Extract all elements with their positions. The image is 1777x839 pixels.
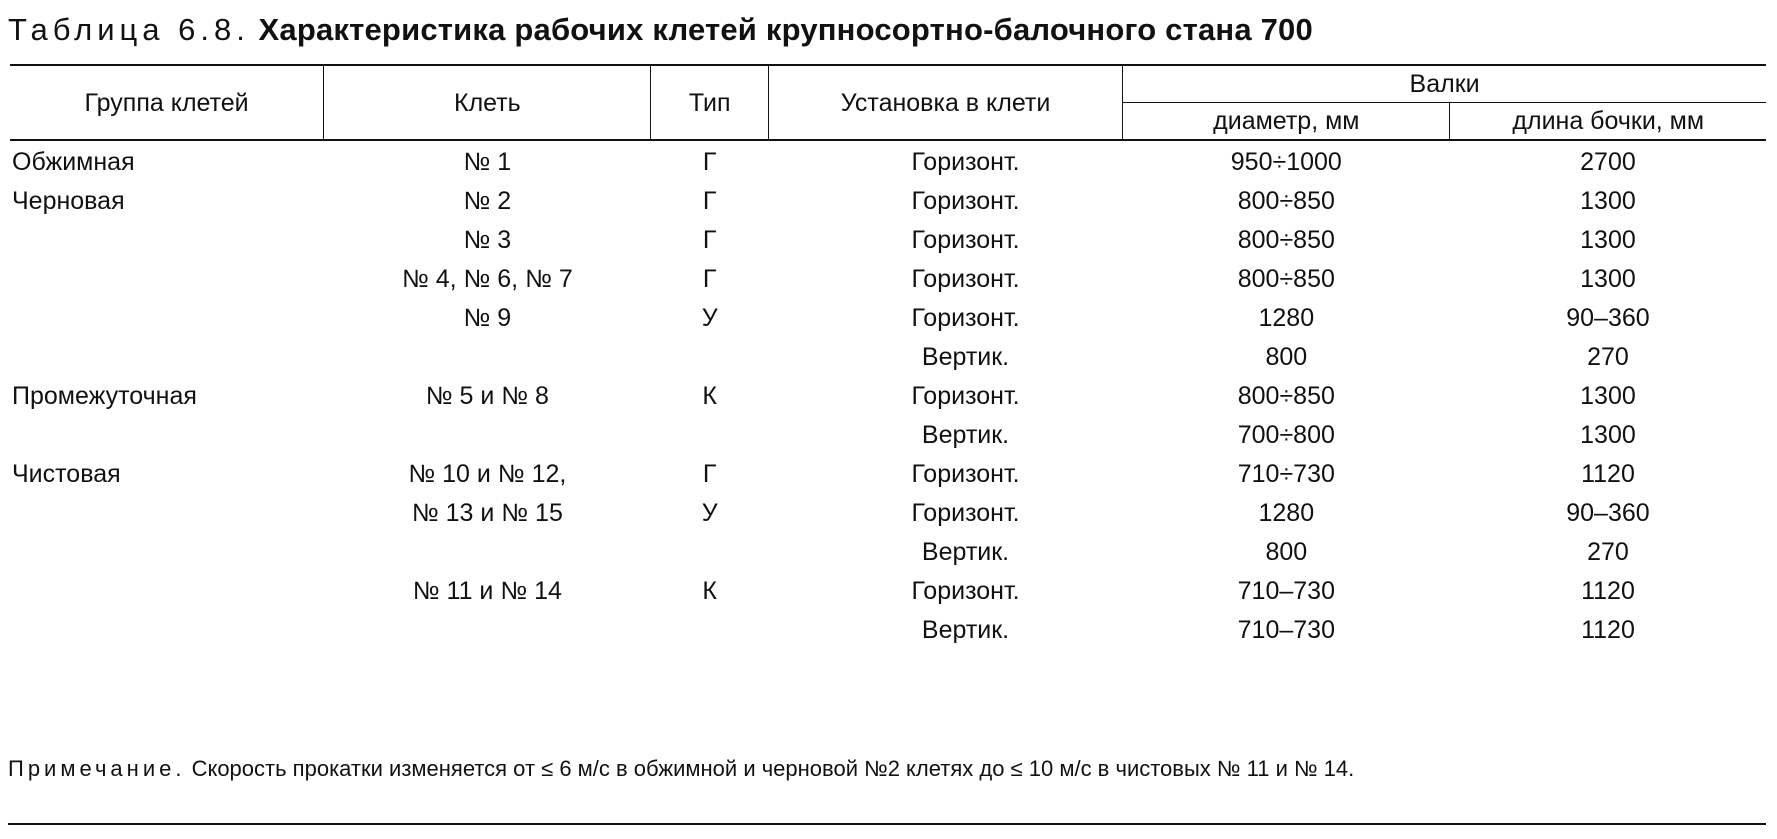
cell-length: 2700 — [1580, 148, 1636, 176]
table-row — [10, 533, 1766, 572]
cell-diameter: 700÷800 — [1237, 421, 1335, 449]
cell-diameter: 710÷730 — [1237, 460, 1335, 488]
cell-length: 1120 — [1581, 577, 1635, 605]
cell-install: Вертик. — [921, 421, 1010, 449]
cell-type: У — [701, 304, 718, 332]
cell-install: Горизонт. — [911, 187, 1020, 215]
table-row — [10, 182, 1766, 221]
cell-klet: № 3 — [463, 226, 512, 254]
cell-type: Г — [702, 148, 717, 176]
header-valki: Валки — [1123, 65, 1766, 103]
cell-diameter: 800÷850 — [1237, 265, 1335, 293]
table-row — [10, 572, 1766, 611]
table-row — [10, 140, 1766, 182]
cell-type — [651, 533, 768, 572]
table-row — [10, 494, 1766, 533]
cell-group — [10, 299, 324, 338]
cell-type: У — [701, 499, 718, 527]
cell-install: Горизонт. — [911, 226, 1020, 254]
cell-type: Г — [702, 187, 717, 215]
table-row — [10, 221, 1766, 260]
cell-group — [10, 611, 324, 650]
note-text: Скорость прокатки изменяется от ≤ 6 м/с в обжимной и черновой №2 клетях до ≤ 10 м/с в чистовых № 11 и № 14. — [185, 756, 1355, 781]
cell-length: 1300 — [1580, 382, 1636, 410]
cell-klet — [324, 533, 651, 572]
table-row — [10, 611, 1766, 650]
cell-install: Горизонт. — [911, 304, 1020, 332]
table-title — [8, 10, 1313, 50]
header-type: Тип — [651, 65, 768, 140]
cell-length: 270 — [1587, 538, 1629, 566]
table-header — [10, 65, 1766, 140]
cell-length: 90–360 — [1566, 304, 1650, 332]
cell-length: 1300 — [1580, 226, 1636, 254]
cell-group: Промежуточная — [12, 382, 197, 410]
cell-diameter: 710–730 — [1237, 616, 1335, 644]
cell-klet: № 10 и № 12, — [408, 460, 567, 488]
header-group: Группа клетей — [10, 65, 324, 140]
cell-diameter: 1280 — [1258, 499, 1315, 527]
cell-install: Горизонт. — [911, 577, 1020, 605]
cell-type: Г — [702, 460, 717, 488]
cell-install: Горизонт. — [911, 382, 1020, 410]
table-row — [10, 377, 1766, 416]
cell-length: 1300 — [1580, 265, 1636, 293]
cell-klet: № 13 и № 15 — [411, 499, 563, 527]
cell-length: 1120 — [1581, 460, 1635, 488]
cell-diameter: 710–730 — [1237, 577, 1335, 605]
cell-klet: № 9 — [463, 304, 512, 332]
cell-diameter: 800 — [1265, 343, 1308, 371]
cell-type — [651, 416, 768, 455]
cell-klet: № 2 — [463, 187, 512, 215]
cell-install: Вертик. — [921, 616, 1010, 644]
cell-klet: № 5 и № 8 — [425, 382, 549, 410]
stand-characteristics-table — [10, 64, 1766, 650]
cell-diameter: 800÷850 — [1237, 226, 1335, 254]
header-klet: Клеть — [324, 65, 651, 140]
cell-group — [10, 494, 324, 533]
cell-type: К — [702, 577, 717, 605]
cell-diameter: 800÷850 — [1237, 382, 1335, 410]
table-note — [8, 752, 1758, 786]
table-caption: Характеристика рабочих клетей крупносортно-балочного стана 700 — [258, 12, 1313, 47]
cell-type: К — [702, 382, 717, 410]
cell-length: 1120 — [1581, 616, 1635, 644]
cell-klet: № 4, № 6, № 7 — [401, 265, 573, 293]
cell-group — [10, 260, 324, 299]
header-length: длина бочки, мм — [1450, 103, 1766, 141]
cell-diameter: 950÷1000 — [1230, 148, 1342, 176]
cell-length: 1300 — [1580, 421, 1636, 449]
cell-klet: № 11 и № 14 — [412, 577, 562, 605]
cell-group: Обжимная — [12, 148, 135, 176]
cell-group — [10, 572, 324, 611]
cell-diameter: 1280 — [1258, 304, 1315, 332]
cell-group — [10, 338, 324, 377]
table-body — [10, 140, 1766, 650]
cell-group — [10, 416, 324, 455]
bottom-divider — [8, 823, 1766, 825]
note-label: Примечание. — [8, 756, 186, 781]
cell-type — [651, 611, 768, 650]
cell-install: Горизонт. — [911, 499, 1020, 527]
table-number: Таблица 6.8. — [8, 12, 250, 47]
cell-length: 90–360 — [1566, 499, 1650, 527]
cell-group: Черновая — [12, 187, 125, 215]
cell-group — [10, 221, 324, 260]
cell-length: 1300 — [1580, 187, 1636, 215]
cell-install: Горизонт. — [911, 265, 1020, 293]
cell-install: Горизонт. — [911, 148, 1020, 176]
cell-klet — [324, 338, 651, 377]
cell-length: 270 — [1587, 343, 1629, 371]
cell-klet — [324, 611, 651, 650]
cell-type — [651, 338, 768, 377]
cell-group: Чистовая — [12, 460, 121, 488]
cell-diameter: 800 — [1265, 538, 1308, 566]
cell-type: Г — [702, 226, 717, 254]
table-row — [10, 416, 1766, 455]
table-row — [10, 260, 1766, 299]
cell-install: Вертик. — [921, 538, 1010, 566]
header-diameter: диаметр, мм — [1123, 103, 1450, 141]
table-row — [10, 455, 1766, 494]
header-install: Установка в клети — [768, 65, 1122, 140]
cell-group — [10, 533, 324, 572]
cell-klet: № 1 — [463, 148, 512, 176]
cell-klet — [324, 416, 651, 455]
table-row — [10, 338, 1766, 377]
table-row — [10, 299, 1766, 338]
cell-type: Г — [702, 265, 717, 293]
cell-install: Горизонт. — [911, 460, 1020, 488]
cell-install: Вертик. — [921, 343, 1010, 371]
cell-diameter: 800÷850 — [1237, 187, 1335, 215]
